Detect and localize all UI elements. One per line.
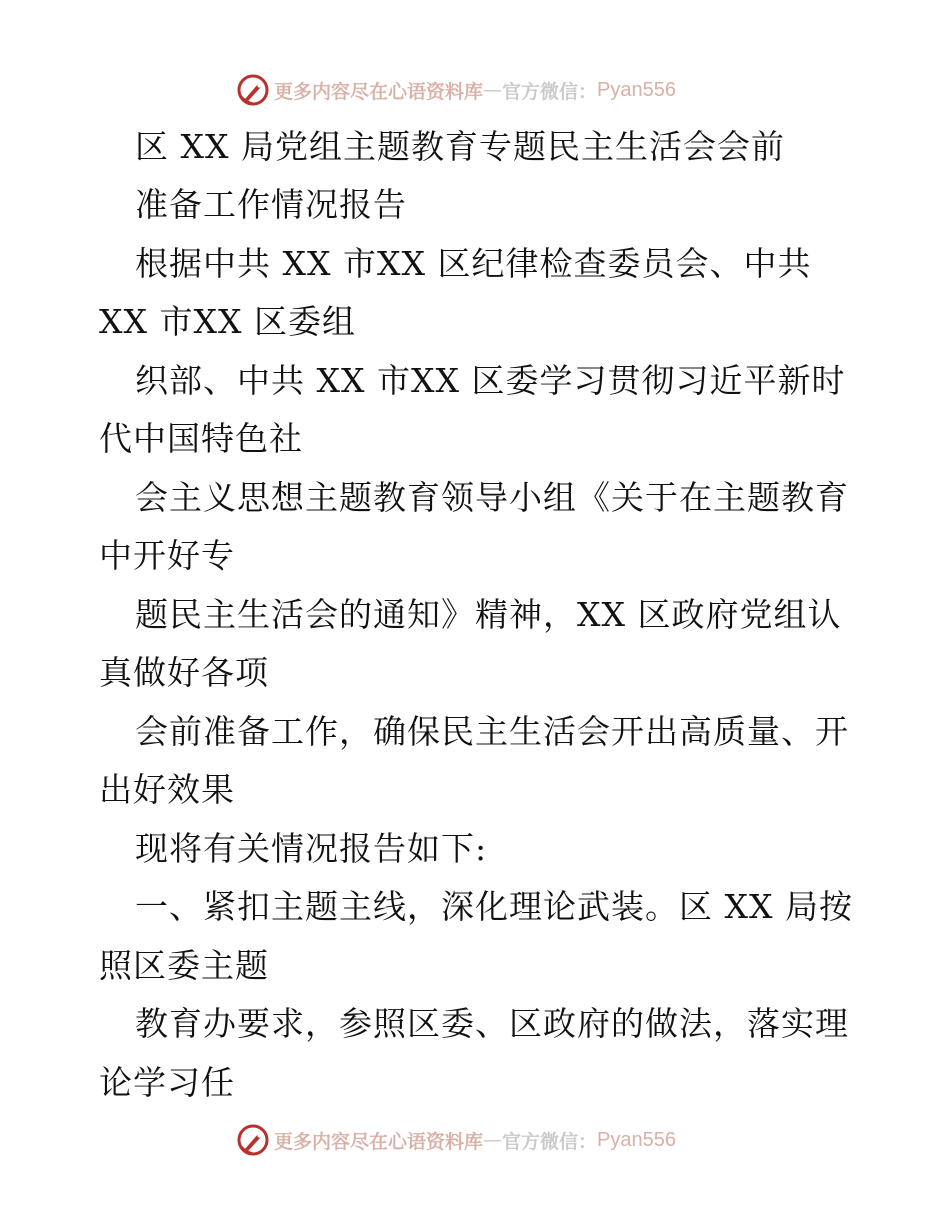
footer-banner: [0, 1120, 950, 1160]
banner-handle: Pyan556: [597, 78, 676, 101]
banner-contact-label: 官方微信：: [502, 80, 598, 103]
banner-handle: Pyan556: [597, 1128, 676, 1151]
document-title-line-2: 准备工作情况报告: [135, 185, 407, 224]
paragraph-line: 真做好各项: [99, 653, 269, 692]
paragraph-line: 会前准备工作，确保民主生活会开出高质量、开: [135, 712, 849, 751]
paragraph-line: 织部、中共 XX 市XX 区委学习贯彻习近平新时: [135, 361, 846, 400]
paragraph-line: 代中国特色社: [99, 419, 303, 458]
pen-nib-logo-icon: [236, 1123, 270, 1157]
document-title-line-1: 区 XX 局党组主题教育专题民主生活会会前: [135, 127, 785, 166]
footer-banner-content: [236, 1120, 676, 1160]
banner-contact-label: 官方微信：: [502, 1130, 598, 1153]
banner-separator: —: [483, 1129, 503, 1151]
paragraph-line: XX 市XX 区委组: [99, 302, 356, 341]
paragraph-line: 论学习任: [99, 1063, 235, 1102]
paragraph-line: 出好效果: [99, 770, 235, 809]
paragraph-line: 一、紧扣主题主线，深化理论武装。区 XX 局按: [135, 887, 853, 926]
banner-separator: —: [483, 79, 503, 101]
paragraph-line: 题民主生活会的通知》精神，XX 区政府党组认: [135, 595, 842, 634]
paragraph-line: 根据中共 XX 市XX 区纪律检查委员会、中共: [135, 244, 812, 283]
header-banner: [0, 70, 950, 110]
header-banner-content: [236, 70, 676, 110]
paragraph-line: 教育办要求，参照区委、区政府的做法，落实理: [135, 1004, 849, 1043]
paragraph-line: 照区委主题: [99, 946, 269, 985]
paragraph-line: 中开好专: [99, 536, 235, 575]
pen-nib-logo-icon: [236, 73, 270, 107]
paragraph-line: 现将有关情况报告如下:: [135, 829, 488, 868]
banner-slogan: 更多内容尽在心语资料库: [274, 80, 484, 103]
paragraph-line: 会主义思想主题教育领导小组《关于在主题教育: [135, 478, 849, 517]
banner-slogan: 更多内容尽在心语资料库: [274, 1130, 484, 1153]
